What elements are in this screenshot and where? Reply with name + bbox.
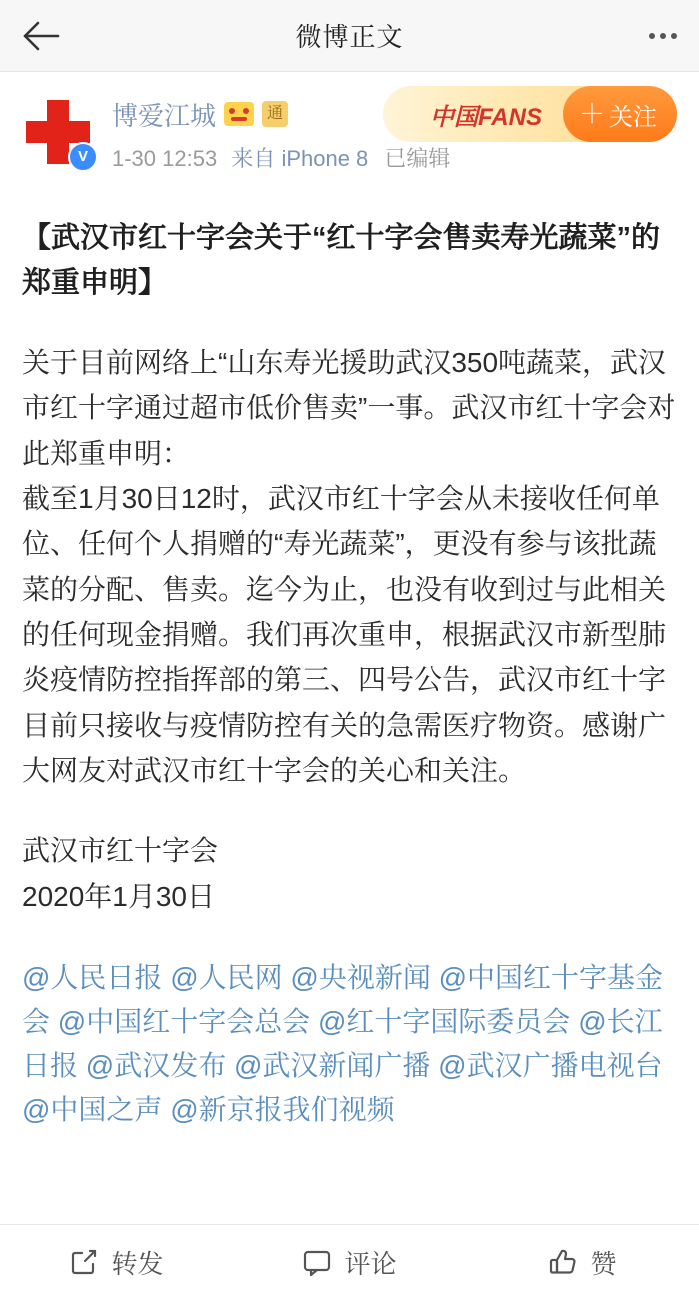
fans-banner-label: 中国FANS <box>429 103 542 131</box>
post-content <box>0 216 699 1133</box>
share-button[interactable] <box>0 1225 233 1299</box>
plus-icon: ＋ <box>578 99 605 129</box>
follow-button-label: 关注 <box>609 103 657 131</box>
top-navigation-bar <box>0 0 699 72</box>
more-dots-icon <box>671 33 677 39</box>
comment-button[interactable] <box>233 1225 466 1299</box>
follow-area <box>383 86 677 142</box>
red-cross-icon <box>26 121 90 143</box>
page-title: 微博正文 <box>295 22 404 52</box>
post-mentions[interactable]: @人民日报 @人民网 @央视新闻 @中国红十字基金会 @中国红十字会总会 @红十字国际委员会 @长江日报 @武汉发布 @武汉新闻广播 @武汉广播电视台 @中国之声 @新京报我们视频 <box>22 961 664 1126</box>
comment-label: 评论 <box>344 1248 397 1279</box>
more-dots-icon <box>649 33 655 39</box>
fans-banner <box>383 86 589 142</box>
post-paragraph-2: 截至1月30日12时，武汉市红十字会从未接收任何单位、任何个人捐赠的“寿光蔬菜”，更没有参与该批蔬菜的分配、售卖。迄今为止，也没有收到过与此相关的任何现金捐赠。我们再次重申，根据武汉市新型肺炎疫情防控指挥部的第三、四号公告，武汉市红十字目前只接收与疫情防控有关的急需医疗物资。感谢广大网友对武汉市红十字会的关心和关注。 <box>22 482 667 787</box>
bottom-toolbar <box>0 1224 699 1299</box>
post-source[interactable]: 来自 iPhone 8 <box>231 146 369 171</box>
level-badge: 通 <box>262 101 288 127</box>
like-button[interactable] <box>466 1225 699 1299</box>
verified-badge: V <box>68 142 98 172</box>
comment-icon <box>302 1247 332 1277</box>
edited-label: 已编辑 <box>384 146 451 171</box>
back-button[interactable] <box>22 13 68 59</box>
content-fade-mask <box>0 1159 699 1225</box>
post-signature-org: 武汉市红十字会 <box>22 835 219 867</box>
post-header <box>22 72 677 190</box>
vip-crown-icon <box>224 102 254 126</box>
like-label: 赞 <box>590 1248 617 1279</box>
post-headline: 【武汉市红十字会关于“红十字会售卖寿光蔬菜”的郑重申明】 <box>22 222 661 299</box>
avatar[interactable] <box>22 96 94 168</box>
post-paragraph-1: 关于目前网络上“山东寿光援助武汉350吨蔬菜，武汉市红十字通过超市低价售卖”一事。武汉市红十字会对此郑重申明： <box>22 346 676 469</box>
post-time: 1-30 12:53 <box>112 146 218 171</box>
more-options-button[interactable] <box>631 13 677 59</box>
follow-button[interactable] <box>563 86 677 142</box>
more-dots-icon <box>660 33 666 39</box>
thumbs-up-icon <box>548 1247 578 1277</box>
post-container <box>0 72 699 190</box>
post-signature-date: 2020年1月30日 <box>22 881 216 913</box>
post-timestamp-row <box>112 142 677 173</box>
share-icon <box>69 1247 99 1277</box>
share-label: 转发 <box>111 1248 164 1279</box>
arrow-left-icon <box>22 21 60 51</box>
author-name[interactable]: 博爱江城 <box>112 100 217 131</box>
